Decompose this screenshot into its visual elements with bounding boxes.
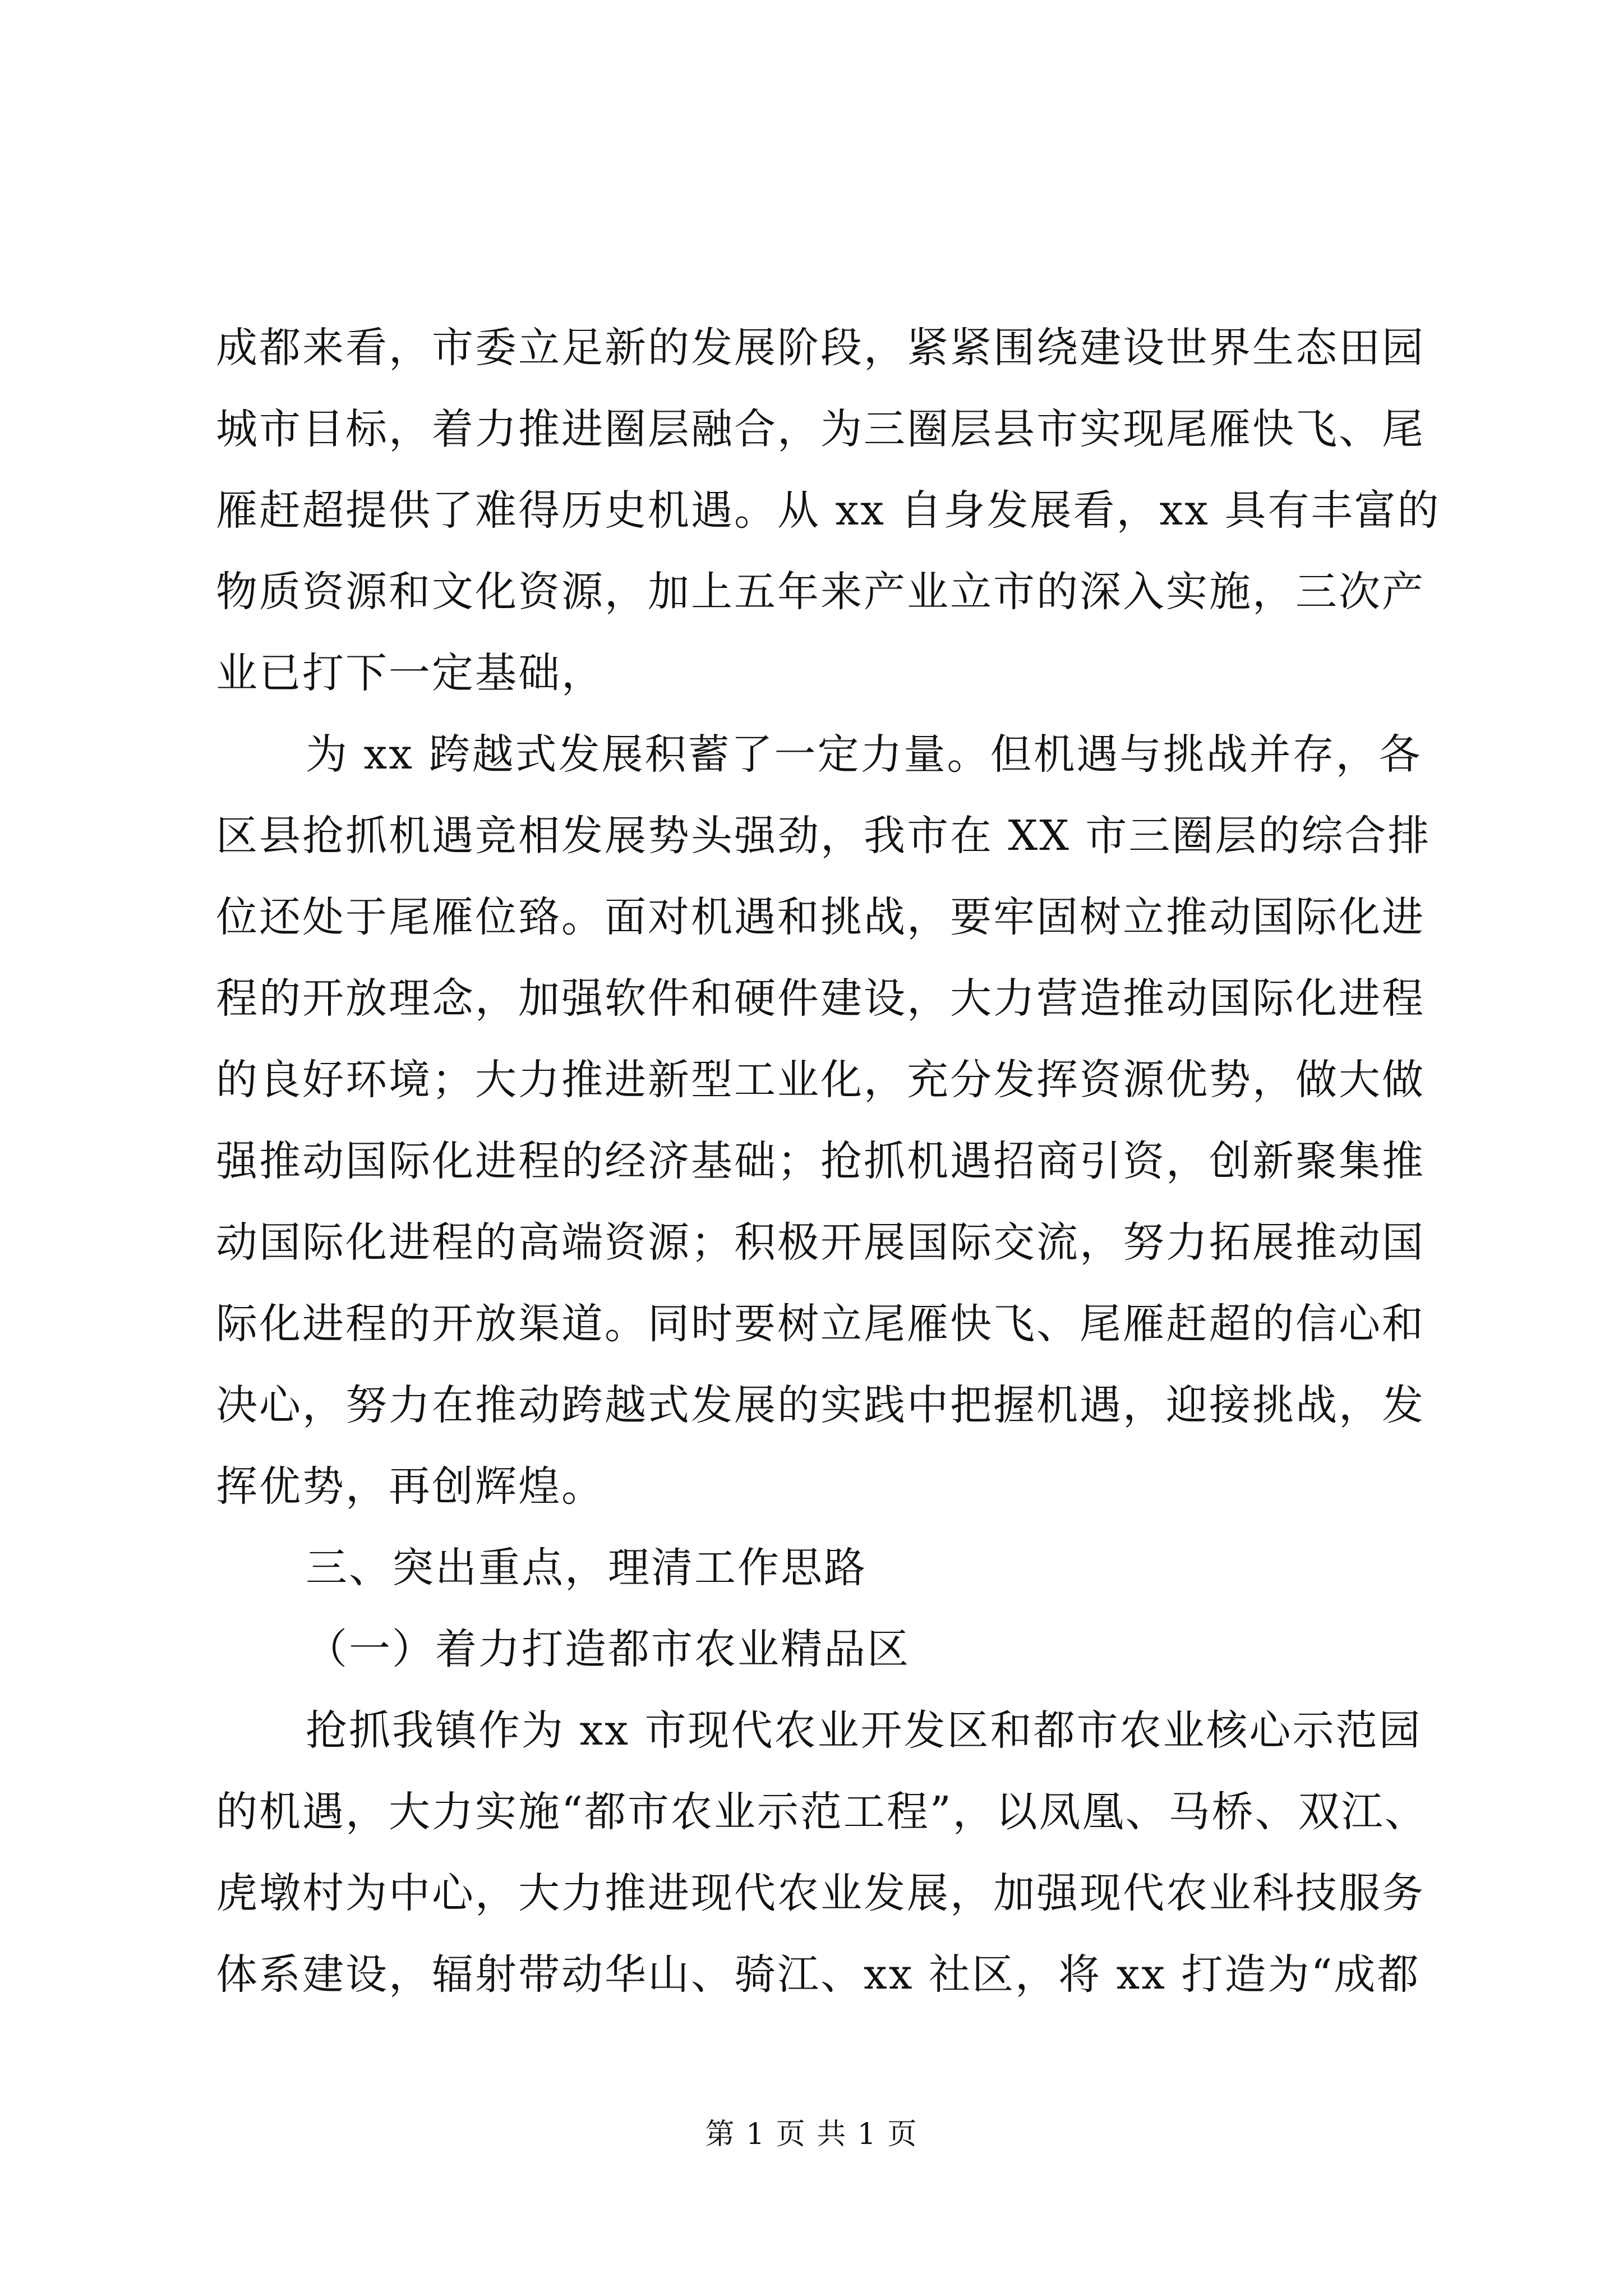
- text-line: 挥优势，再创辉煌。: [216, 1462, 605, 1511]
- paragraph-first-line: 抢抓我镇作为 xx 市现代农业开发区和都市农业核心示范园: [306, 1706, 1422, 1755]
- text-line: 的机遇，大力实施“都市农业示范工程”，以凤凰、马桥、双江、: [216, 1788, 1428, 1836]
- text-line: 体系建设，辐射带动华山、骑江、xx 社区，将 xx 打造为“成都: [216, 1950, 1421, 1999]
- paragraph-first-line: 为 xx 跨越式发展积蓄了一定力量。但机遇与挑战并存，各: [306, 730, 1422, 779]
- page-number-footer: 第 1 页 共 1 页: [705, 2118, 918, 2151]
- text-line: 成都来看，市委立足新的发展阶段，紧紧围绕建设世界生态田园: [216, 324, 1425, 372]
- text-line: 动国际化进程的高端资源；积极开展国际交流，努力拓展推动国: [216, 1218, 1425, 1267]
- text-line: 城市目标，着力推进圈层融合，为三圈层县市实现尾雁快飞、尾: [216, 405, 1425, 453]
- text-line: 决心，努力在推动跨越式发展的实践中把握机遇，迎接挑战，发: [216, 1381, 1425, 1429]
- text-line: 物质资源和文化资源，加上五年来产业立市的深入实施，三次产: [216, 568, 1425, 616]
- text-line: 的良好环境；大力推进新型工业化，充分发挥资源优势，做大做: [216, 1056, 1425, 1104]
- text-line: 强推动国际化进程的经济基础；抢抓机遇招商引资，创新聚集推: [216, 1137, 1425, 1185]
- text-line: 程的开放理念，加强软件和硬件建设，大力营造推动国际化进程: [216, 974, 1425, 1023]
- text-line: 雁赶超提供了难得历史机遇。从 xx 自身发展看，xx 具有丰富的: [216, 486, 1441, 535]
- text-line: 业已打下一定基础，: [216, 649, 605, 697]
- section-heading: 三、突出重点，理清工作思路: [306, 1544, 867, 1592]
- text-line: 际化进程的开放渠道。同时要树立尾雁快飞、尾雁赶超的信心和: [216, 1300, 1425, 1348]
- subsection-heading: （一）着力打造都市农业精品区: [306, 1625, 910, 1673]
- document-body: [216, 307, 1441, 2016]
- text-line: 位还处于尾雁位臵。面对机遇和挑战，要牢固树立推动国际化进: [216, 893, 1425, 941]
- text-line: 虎墩村为中心，大力推进现代农业发展，加强现代农业科技服务: [216, 1869, 1425, 1917]
- text-line: 区县抢抓机遇竞相发展势头强劲，我市在 XX 市三圈层的综合排: [216, 812, 1431, 860]
